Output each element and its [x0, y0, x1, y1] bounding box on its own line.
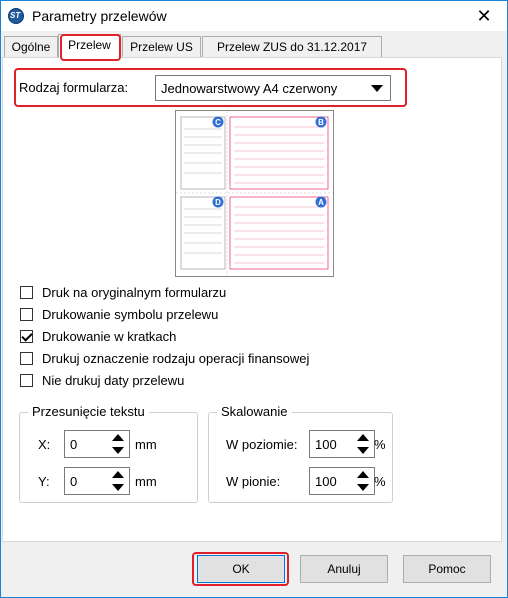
vertical-scale-stepper[interactable]	[309, 467, 375, 495]
ok-button[interactable]: OK	[197, 555, 285, 583]
y-label: Y:	[38, 474, 50, 489]
svg-text:D: D	[215, 198, 221, 207]
checkbox-label: Nie drukuj daty przelewu	[42, 373, 185, 388]
svg-text:A: A	[318, 198, 324, 207]
form-type-value: Jednowarstwowy A4 czerwony	[161, 81, 338, 96]
highlight-tab	[60, 34, 121, 61]
horizontal-unit: %	[374, 437, 386, 452]
checkbox-box[interactable]	[20, 308, 33, 321]
highlight-ok	[192, 552, 289, 586]
form-type-label: Rodzaj formularza:	[19, 80, 129, 95]
increment-icon[interactable]	[107, 468, 129, 482]
checkbox-box-checked[interactable]	[20, 330, 33, 343]
x-unit: mm	[135, 437, 157, 452]
decrement-icon[interactable]	[352, 444, 374, 457]
tab-przelew[interactable]: Przelew	[58, 34, 121, 58]
decrement-icon[interactable]	[107, 444, 129, 457]
x-offset-stepper[interactable]	[64, 430, 130, 458]
group-title: Skalowanie	[217, 404, 292, 419]
y-offset-stepper[interactable]	[64, 467, 130, 495]
cancel-button[interactable]: Anuluj	[300, 555, 388, 583]
decrement-icon[interactable]	[107, 481, 129, 494]
marker-b-icon	[316, 117, 327, 128]
decrement-icon[interactable]	[352, 481, 374, 494]
x-label: X:	[38, 437, 51, 452]
vertical-scale-value: 100	[315, 474, 337, 489]
checkbox-label: Drukowanie w kratkach	[42, 329, 177, 344]
checkbox-box[interactable]	[20, 352, 33, 365]
tab-przelew-zus[interactable]: Przelew ZUS do 31.12.2017	[202, 36, 382, 57]
increment-icon[interactable]	[107, 431, 129, 445]
marker-a-icon	[316, 197, 327, 208]
help-button[interactable]: Pomoc	[403, 555, 491, 583]
app-logo-icon: ST	[8, 8, 24, 24]
checkbox-label: Drukowanie symbolu przelewu	[42, 307, 219, 322]
tab-przelew-us[interactable]: Przelew US	[122, 36, 201, 57]
increment-icon[interactable]	[352, 468, 374, 482]
horizontal-scale-stepper[interactable]	[309, 430, 375, 458]
checkbox-label: Druk na oryginalnym formularzu	[42, 285, 227, 300]
form-type-select[interactable]	[155, 75, 391, 101]
vertical-unit: %	[374, 474, 386, 489]
horizontal-label: W poziomie:	[226, 437, 298, 452]
checkbox-box[interactable]	[20, 374, 33, 387]
checkbox-label: Drukuj oznaczenie rodzaju operacji finansowej	[42, 351, 310, 366]
window-title: Parametry przelewów	[32, 8, 167, 24]
svg-text:C: C	[215, 118, 221, 127]
form-preview	[175, 110, 334, 277]
horizontal-scale-value: 100	[315, 437, 337, 452]
form-preview-markers	[176, 111, 333, 276]
title-bar	[1, 1, 507, 31]
group-title: Przesunięcie tekstu	[28, 404, 149, 419]
checkbox-box[interactable]	[20, 286, 33, 299]
marker-c-icon	[213, 117, 224, 128]
y-offset-value: 0	[70, 474, 78, 489]
close-button[interactable]: ✕	[476, 6, 492, 26]
vertical-label: W pionie:	[226, 474, 281, 489]
tab-ogolne[interactable]: Ogólne	[4, 36, 58, 57]
x-offset-value: 0	[70, 437, 78, 452]
chevron-down-icon	[371, 85, 383, 92]
marker-d-icon	[213, 197, 224, 208]
y-unit: mm	[135, 474, 157, 489]
svg-text:B: B	[318, 118, 324, 127]
increment-icon[interactable]	[352, 431, 374, 445]
